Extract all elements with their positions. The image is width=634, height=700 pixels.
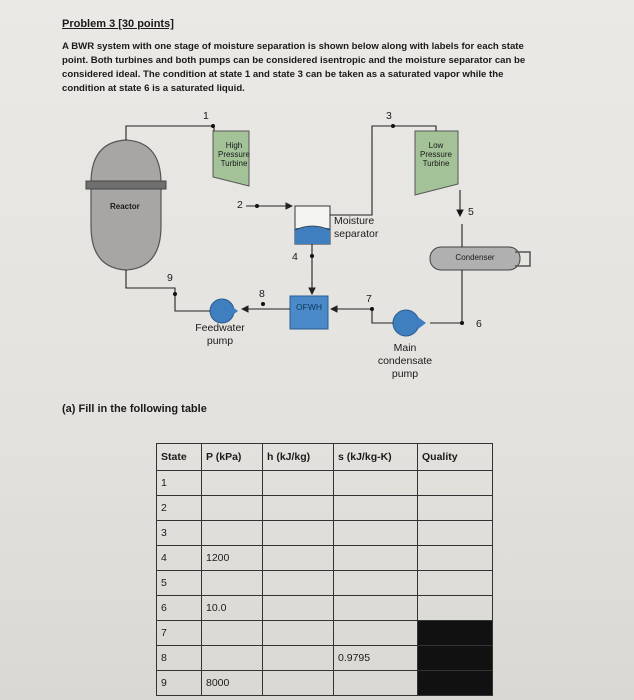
moisture-separator-line-1: Moisture	[334, 215, 375, 227]
cell-pressure[interactable]: 1200	[202, 546, 263, 571]
moisture-separator	[295, 206, 330, 244]
state-label-4: 4	[292, 251, 298, 263]
cell-state: 9	[157, 671, 202, 696]
feedwater-pump-label	[188, 322, 252, 348]
main-condensate-pump	[393, 310, 419, 336]
hp-turbine-line-3: Turbine	[220, 159, 248, 168]
col-header-quality: Quality	[418, 444, 493, 471]
cell-state: 7	[157, 621, 202, 646]
table-row	[157, 646, 493, 671]
state-label-2: 2	[237, 199, 243, 211]
problem-statement: A BWR system with one stage of moisture separation is shown below along with labels for each state point. Both turbines and both pumps can be considered isentropic and the moisture separator can be considered ideal. The condition at state 1 and state 3 can be taken as a saturated vapor while the condition at state 6 is a saturated liquid.	[62, 41, 526, 94]
cell-quality[interactable]	[418, 521, 493, 546]
cell-entropy[interactable]	[334, 671, 418, 696]
state-label-6: 6	[476, 318, 482, 330]
table-row	[157, 596, 493, 621]
problem-title: Problem 3 [30 points]	[62, 18, 174, 30]
cell-enthalpy[interactable]	[263, 596, 334, 621]
table-row	[157, 671, 493, 696]
cell-enthalpy[interactable]	[263, 546, 334, 571]
condenser-label: Condenser	[455, 253, 495, 262]
state-label-9: 9	[167, 272, 173, 284]
cell-pressure[interactable]	[202, 571, 263, 596]
cell-quality-blacked-out	[418, 671, 493, 696]
hp-turbine-label	[214, 141, 254, 168]
main-pump-line-3: pump	[391, 368, 419, 380]
col-header-enthalpy: h (kJ/kg)	[263, 444, 334, 471]
cell-entropy[interactable]	[334, 621, 418, 646]
moisture-separator-line-2: separator	[334, 228, 379, 240]
cell-enthalpy[interactable]	[263, 521, 334, 546]
cell-state: 4	[157, 546, 202, 571]
state-label-7: 7	[366, 293, 372, 305]
lp-turbine-line-3: Turbine	[422, 159, 450, 168]
table-caption: (a) Fill in the following table	[62, 403, 207, 415]
table-row	[157, 471, 493, 496]
cell-pressure[interactable]	[202, 646, 263, 671]
main-pump-line-1: Main	[393, 342, 417, 354]
cell-enthalpy[interactable]	[263, 646, 334, 671]
cell-entropy[interactable]	[334, 596, 418, 621]
lp-turbine-line-2: Pressure	[419, 150, 452, 159]
cell-quality[interactable]	[418, 471, 493, 496]
state-property-table	[156, 443, 493, 696]
main-pump-label	[370, 342, 440, 381]
cell-state: 5	[157, 571, 202, 596]
cell-quality[interactable]	[418, 571, 493, 596]
cell-entropy[interactable]	[334, 521, 418, 546]
ofwh-heater	[290, 296, 328, 329]
cell-quality-blacked-out	[418, 646, 493, 671]
state-label-5: 5	[468, 206, 474, 218]
cell-quality[interactable]	[418, 596, 493, 621]
state-label-3: 3	[386, 110, 392, 122]
reactor-label: Reactor	[110, 202, 140, 211]
feedwater-pump-line-2: pump	[206, 335, 234, 347]
cell-enthalpy[interactable]	[263, 621, 334, 646]
cell-pressure[interactable]	[202, 521, 263, 546]
ofwh-label: OFWH	[296, 302, 322, 312]
cell-quality-blacked-out	[418, 621, 493, 646]
cell-state: 8	[157, 646, 202, 671]
col-header-entropy: s (kJ/kg-K)	[334, 444, 418, 471]
cell-entropy[interactable]	[334, 471, 418, 496]
cell-entropy[interactable]	[334, 571, 418, 596]
cell-pressure[interactable]: 10.0	[202, 596, 263, 621]
cell-enthalpy[interactable]	[263, 671, 334, 696]
cell-pressure[interactable]	[202, 496, 263, 521]
cell-state: 6	[157, 596, 202, 621]
cell-quality[interactable]	[418, 496, 493, 521]
hp-turbine-line-1: High	[225, 141, 243, 150]
cell-entropy[interactable]	[334, 496, 418, 521]
cell-state: 3	[157, 521, 202, 546]
col-header-state: State	[157, 444, 202, 471]
table-row	[157, 521, 493, 546]
cell-enthalpy[interactable]	[263, 471, 334, 496]
cell-pressure[interactable]: 8000	[202, 671, 263, 696]
moisture-separator-label	[334, 215, 378, 241]
hp-turbine-line-2: Pressure	[217, 150, 250, 159]
lp-turbine-label	[415, 141, 457, 168]
state-label-8: 8	[259, 288, 265, 300]
cell-entropy[interactable]	[334, 546, 418, 571]
feedwater-pump-line-1: Feedwater	[195, 322, 245, 334]
cell-state: 1	[157, 471, 202, 496]
cell-state: 2	[157, 496, 202, 521]
table-row	[157, 621, 493, 646]
main-pump-line-2: condensate	[377, 355, 433, 367]
table-row	[157, 571, 493, 596]
cell-entropy[interactable]: 0.9795	[334, 646, 418, 671]
cell-pressure[interactable]	[202, 471, 263, 496]
cell-enthalpy[interactable]	[263, 496, 334, 521]
col-header-pressure: P (kPa)	[202, 444, 263, 471]
cell-quality[interactable]	[418, 546, 493, 571]
table-row	[157, 496, 493, 521]
state-label-1: 1	[203, 110, 209, 122]
cell-enthalpy[interactable]	[263, 571, 334, 596]
cell-pressure[interactable]	[202, 621, 263, 646]
lp-turbine-line-1: Low	[428, 141, 444, 150]
table-row	[157, 546, 493, 571]
table-header-row	[157, 444, 493, 471]
